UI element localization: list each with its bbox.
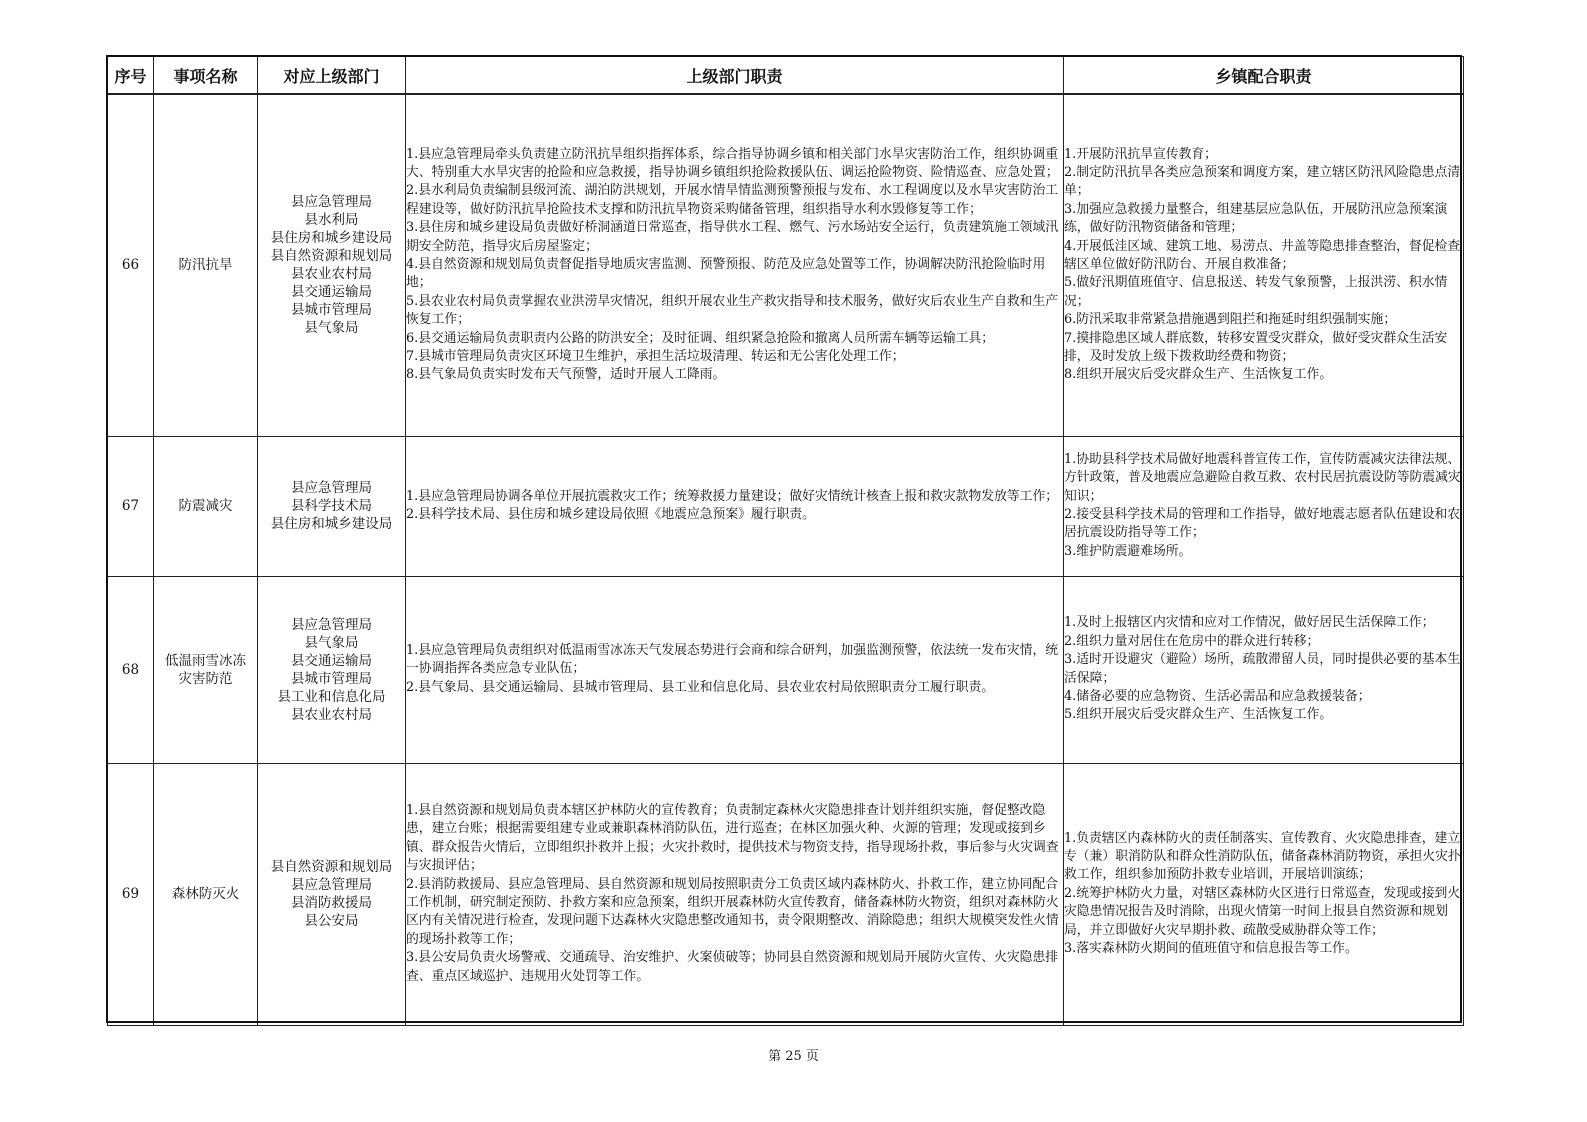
duty-item: 6.县交通运输局负责职责内公路的防洪安全；及时征调、组织紧急抢险和撤离人员所需车辆等运输工具； <box>406 330 995 346</box>
header-coop: 乡镇配合职责 <box>1064 57 1464 95</box>
item-name-line: 防汛抗旱 <box>178 257 233 274</box>
coop-item: 2.接受县科学技术局的管理和工作指导，做好地震志愿者队伍建设和农居抗震设防指导等工作； <box>1064 507 1461 541</box>
item-name <box>154 763 258 1025</box>
header-name: 事项名称 <box>154 57 258 95</box>
page-number: 第 25 页 <box>768 1049 819 1064</box>
superior-duties <box>406 94 1064 436</box>
item-name-line: 森林防灭火 <box>171 886 240 902</box>
superior-duties <box>406 763 1064 1025</box>
header-no: 序号 <box>108 57 154 95</box>
coop-item: 2.制定防汛抗旱各类应急预案和调度方案，建立辖区防汛风险隐患点清单； <box>1064 165 1461 199</box>
department-name: 县交通运输局 <box>291 652 372 669</box>
department-name: 县应急管理局 <box>291 194 372 211</box>
duty-item: 8.县气象局负责实时发布天气预警，适时开展人工降雨。 <box>406 367 726 383</box>
department-name: 县工业和信息化局 <box>277 688 386 705</box>
superior-departments <box>258 436 406 576</box>
duty-item: 1.县应急管理局牵头负责建立防汛抗旱组织指挥体系，综合指导协调乡镇和相关部门水旱灾害防治工作，组织协调重大、特别重大水旱灾害的抢险和应急救援，指导协调乡镇组织抢险救援队伍、调运抢险物资、险情巡查、应急处置； <box>406 146 1059 181</box>
department-name: 县城市管理局 <box>291 670 372 687</box>
item-name <box>154 94 258 436</box>
item-name-line: 防震减灾 <box>178 498 233 514</box>
item-name <box>154 436 258 576</box>
item-number: 66 <box>108 94 154 436</box>
coop-item: 2.统筹护林防火力量，对辖区森林防火区进行日常巡查，发现或接到火灾隐患情况报告及时消除，出现火情第一时间上报县自然资源和规划局，并立即做好火灾早期扑救、疏散受威胁群众等工作； <box>1064 885 1461 938</box>
table-row <box>108 576 1464 763</box>
coop-item: 1.开展防汛抗旱宣传教育； <box>1064 146 1217 162</box>
item-name-line: 低温雨雪冰冻 <box>165 652 246 669</box>
department-name: 县水利局 <box>304 212 359 229</box>
township-duties <box>1064 94 1464 436</box>
coop-item: 3.适时开设避灾（避险）场所，疏散滞留人员，同时提供必要的基本生活保障； <box>1064 652 1461 686</box>
coop-item: 7.摸排隐患区域人群底数，转移安置受灾群众，做好受灾群众生活安排，及时发放上级下拨救助经费和物资； <box>1064 330 1448 365</box>
item-number: 69 <box>108 763 154 1025</box>
coop-item: 3.落实森林防火期间的值班值守和信息报告等工作。 <box>1064 941 1358 957</box>
duty-item: 3.县住房和城乡建设局负责做好桥洞涵道日常巡查，指导供水工程、燃气、污水场站安全运行，负责建筑施工领域汛期安全防范，指导灾后房屋鉴定； <box>406 220 1059 254</box>
department-name: 县住房和城乡建设局 <box>270 230 393 247</box>
superior-duties <box>406 436 1064 576</box>
superior-departments <box>258 763 406 1025</box>
table-row <box>108 436 1464 576</box>
duty-item: 2.县科学技术局、县住房和城乡建设局依照《地震应急预案》履行职责。 <box>406 507 815 522</box>
township-duties <box>1064 436 1464 576</box>
item-number: 68 <box>108 576 154 763</box>
duty-item: 2.县水利局负责编制县级河流、湖泊防洪规划，开展水情旱情监测预警预报与发布、水工程调度以及水旱灾害防治工程建设等，做好防汛抗旱抢险技术支撑和防汛抗旱物资采购储备管理，组织指导水利水毁修复等工作； <box>406 183 1059 217</box>
department-name: 县气象局 <box>304 320 359 337</box>
coop-item: 1.及时上报辖区内灾情和应对工作情况，做好居民生活保障工作； <box>1064 615 1435 631</box>
coop-item: 5.做好汛期值班值守、信息报送、转发气象预警，上报洪涝、积水情况； <box>1064 275 1448 309</box>
coop-item: 4.储备必要的应急物资、生活必需品和应急救援装备； <box>1064 688 1371 704</box>
item-name <box>154 576 258 763</box>
department-name: 县应急管理局 <box>291 877 372 893</box>
header-dept: 对应上级部门 <box>258 57 406 95</box>
department-name: 县科学技术局 <box>291 498 372 514</box>
duty-item: 1.县应急管理局协调各单位开展抗震救灾工作；统筹救援力量建设；做好灾情统计核查上报和救灾款物发放等工作； <box>406 488 1059 504</box>
table-row <box>108 94 1464 436</box>
duty-table <box>107 56 1464 1026</box>
coop-item: 5.组织开展灾后受灾群众生产、生活恢复工作。 <box>1064 707 1333 723</box>
superior-duties <box>406 576 1064 763</box>
duty-item: 1.县应急管理局负责组织对低温雨雪冰冻天气发展态势进行会商和综合研判，加强监测预警，依法统一发布灾情，统一协调指挥各类应急专业队伍； <box>406 642 1059 677</box>
header-duty: 上级部门职责 <box>406 57 1064 95</box>
department-name: 县农业农村局 <box>291 706 372 723</box>
duty-item: 1.县自然资源和规划局负责本辖区护林防火的宣传教育；负责制定森林火灾隐患排查计划并组织实施，督促整改隐患，建立台账；根据需要组建专业或兼职森林消防队伍，进行巡查；在林区加强火种、火源的管理；发现或接到乡镇、群众报告火情后，立即组织扑救并上报；火灾扑救时，提供技术与物资支持，指导现场扑救，事后参与火灾调查与灾损评估； <box>406 802 1059 874</box>
department-name: 县自然资源和规划局 <box>270 859 393 875</box>
coop-item: 1.协助县科学技术局做好地震科普宣传工作，宣传防震减灾法律法规、方针政策，普及地震应急避险自救互救、农村民居抗震设防等防震减灾知识； <box>1064 451 1461 504</box>
coop-item: 1.负责辖区内森林防火的责任制落实、宣传教育、火灾隐患排查，建立专（兼）职消防队和群众性消防队伍，储备森林消防物资，承担火灾扑救工作，组织参加预防扑救专业培训，开展培训演练； <box>1064 830 1461 883</box>
department-name: 县应急管理局 <box>291 616 372 633</box>
township-duties <box>1064 763 1464 1025</box>
department-name: 县交通运输局 <box>291 284 372 301</box>
department-name: 县应急管理局 <box>291 480 372 496</box>
table-row <box>108 763 1464 1025</box>
department-name: 县城市管理局 <box>291 302 372 319</box>
duty-item: 4.县自然资源和规划局负责督促指导地质灾害监测、预警预报、防范及应急处置等工作，协调解决防汛抢险临时用地； <box>406 257 1046 291</box>
department-name: 县消防救援局 <box>291 895 372 911</box>
duty-item: 5.县农业农村局负责掌握农业洪涝旱灾情况，组织开展农业生产救灾指导和技术服务，做好灾后农业生产自救和生产恢复工作； <box>406 293 1059 328</box>
department-name: 县自然资源和规划局 <box>270 248 393 265</box>
coop-item: 6.防汛采取非常紧急措施遇到阻拦和拖延时组织强制实施； <box>1064 312 1397 328</box>
coop-item: 2.组织力量对居住在危房中的群众进行转移； <box>1064 633 1320 649</box>
duty-item: 2.县消防救援局、县应急管理局、县自然资源和规划局按照职责分工负责区域内森林防火、扑救工作，建立协同配合工作机制，研究制定预防、扑救方案和应急预案，组织开展森林防火宣传教育，储备森林防火物资，组织对森林防火区内有关情况进行检查，发现问题下达森林火灾隐患整改通知书，责令限期整改、消除隐患；组织大规模突发性火情的现场扑救等工作； <box>406 876 1059 947</box>
item-number: 67 <box>108 436 154 576</box>
department-name: 县农业农村局 <box>291 266 372 283</box>
item-name-line: 灾害防范 <box>178 670 233 687</box>
department-name: 县公安局 <box>304 913 359 929</box>
coop-item: 3.加强应急救援力量整合，组建基层应急队伍，开展防汛应急预案演练，做好防汛物资储备和管理； <box>1064 201 1448 236</box>
duty-item: 2.县气象局、县交通运输局、县城市管理局、县工业和信息化局、县农业农村局依照职责分工履行职责。 <box>406 679 995 695</box>
duty-item: 7.县城市管理局负责灾区环境卫生维护，承担生活垃圾清理、转运和无公害化处理工作； <box>406 349 905 365</box>
superior-departments <box>258 576 406 763</box>
township-duties <box>1064 576 1464 763</box>
table-body <box>108 94 1464 1025</box>
coop-item: 8.组织开展灾后受灾群众生产、生活恢复工作。 <box>1064 367 1333 383</box>
table-header-row <box>108 57 1464 95</box>
department-name: 县气象局 <box>304 634 359 651</box>
department-name: 县住房和城乡建设局 <box>270 516 393 532</box>
duty-item: 3.县公安局负责火场警戒、交通疏导、治安维护、火案侦破等；协同县自然资源和规划局开展防火宣传、火灾隐患排查、重点区域巡护、违规用火处罚等工作。 <box>406 950 1059 984</box>
coop-item: 4.开展低洼区域、建筑工地、易涝点、井盖等隐患排查整治，督促检查辖区单位做好防汛防台、开展自救准备； <box>1064 238 1461 273</box>
coop-item: 3.维护防震避难场所。 <box>1064 543 1192 559</box>
superior-departments <box>258 94 406 436</box>
